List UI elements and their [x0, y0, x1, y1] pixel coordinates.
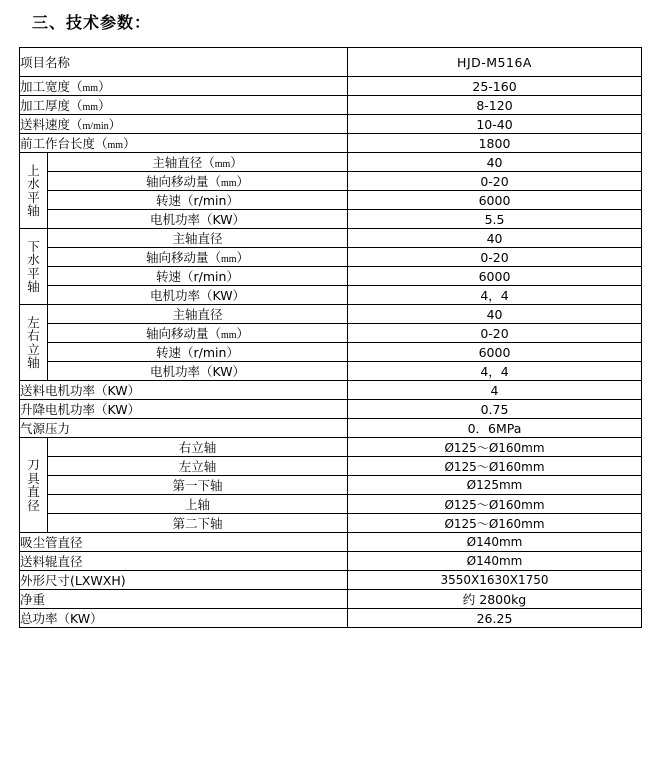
row-value: 0．6MPa	[348, 419, 642, 438]
label-unit: mm	[214, 159, 231, 170]
row-value: 25-160	[348, 77, 642, 96]
label-text: 电机功率（KW）	[149, 288, 246, 303]
table-row	[20, 419, 642, 438]
group-label-lower-horizontal-spindle: 下 水 平 轴	[20, 229, 48, 305]
row-value: 3550X1630X1750	[348, 571, 642, 590]
row-value: Ø125mm	[348, 476, 642, 495]
label-text: 轴向移动量（	[145, 174, 221, 189]
row-label	[48, 210, 348, 229]
label-unit: mm	[107, 140, 124, 151]
row-label: 送料电机功率（KW）	[20, 381, 348, 400]
label-unit: mm	[82, 83, 99, 94]
row-value: 0.75	[348, 400, 642, 419]
row-value: 10-40	[348, 115, 642, 134]
table-row	[20, 400, 642, 419]
row-value: Ø140mm	[348, 552, 642, 571]
row-label	[48, 172, 348, 191]
label-text-end: ）	[230, 155, 243, 170]
table-row	[20, 134, 642, 153]
row-value: 4	[348, 381, 642, 400]
table-row	[20, 590, 642, 609]
table-row	[20, 210, 642, 229]
row-value: 40	[348, 153, 642, 172]
table-row	[20, 229, 642, 248]
row-label	[48, 343, 348, 362]
label-text-end: ）	[98, 98, 111, 113]
header-cell-model: HJD-M516A	[348, 48, 642, 77]
table-row	[20, 267, 642, 286]
row-label: 上轴	[48, 495, 348, 514]
row-value: 0-20	[348, 172, 642, 191]
row-value: 40	[348, 305, 642, 324]
row-value: 26.25	[348, 609, 642, 628]
row-label: 第二下轴	[48, 514, 348, 533]
label-text-end: ）	[98, 79, 111, 94]
label-text: 转速（r/min）	[156, 193, 239, 208]
row-value: 1800	[348, 134, 642, 153]
row-label: 外形尺寸(LXWXH)	[20, 571, 348, 590]
label-unit: mm	[220, 330, 237, 341]
specifications-table	[19, 47, 642, 628]
group-label-upper-horizontal-spindle: 上 水 平 轴	[20, 153, 48, 229]
label-text-end: ）	[236, 174, 250, 189]
label-unit: m/min	[82, 121, 109, 132]
row-label	[48, 267, 348, 286]
label-text: 电机功率（KW）	[149, 364, 246, 379]
row-label: 升降电机功率（KW）	[20, 400, 348, 419]
label-text-end: ）	[123, 136, 136, 151]
label-text: 加工厚度（	[20, 98, 83, 113]
label-text: 加工宽度（	[20, 79, 83, 94]
group-label-left-right-vertical-spindle: 左 右 立 轴	[20, 305, 48, 381]
table-row	[20, 115, 642, 134]
label-text: 主轴直径	[172, 307, 223, 322]
table-row	[20, 438, 642, 457]
row-label: 第一下轴	[48, 476, 348, 495]
page-title: 三、技术参数：	[32, 13, 152, 32]
header-cell-name: 项目名称	[20, 48, 348, 77]
group-label-tool-diameter: 刀 具 直 径	[20, 438, 48, 533]
label-unit: mm	[82, 102, 99, 113]
table-row	[20, 476, 642, 495]
label-unit: mm	[220, 178, 237, 189]
label-text: 轴向移动量（	[145, 326, 221, 341]
table-row	[20, 324, 642, 343]
row-label	[48, 362, 348, 381]
table-row	[20, 248, 642, 267]
row-value: 40	[348, 229, 642, 248]
table-row	[20, 571, 642, 590]
row-value: 6000	[348, 343, 642, 362]
row-value: Ø125～Ø160mm	[348, 438, 642, 457]
row-value: Ø125～Ø160mm	[348, 514, 642, 533]
row-label	[20, 115, 348, 134]
row-value: 6000	[348, 191, 642, 210]
row-value: 5.5	[348, 210, 642, 229]
table-row	[20, 153, 642, 172]
row-label	[20, 77, 348, 96]
label-text: 电机功率（KW）	[149, 212, 246, 227]
row-value: 4，4	[348, 362, 642, 381]
row-label	[48, 229, 348, 248]
label-text: 主轴直径（	[152, 155, 215, 170]
row-value: 0-20	[348, 248, 642, 267]
row-value: 0-20	[348, 324, 642, 343]
table-row	[20, 343, 642, 362]
document-page	[0, 10, 660, 776]
row-label: 净重	[20, 590, 348, 609]
label-text: 主轴直径	[172, 231, 223, 246]
table-row	[20, 533, 642, 552]
label-unit: mm	[220, 254, 237, 265]
table-row	[20, 305, 642, 324]
table-row	[20, 286, 642, 305]
label-text-end: ）	[236, 326, 250, 341]
table-row	[20, 552, 642, 571]
label-text: 转速（r/min）	[156, 345, 239, 360]
table-row	[20, 609, 642, 628]
table-row	[20, 191, 642, 210]
table-header-row	[20, 48, 642, 77]
row-label: 气源压力	[20, 419, 348, 438]
row-label: 送料辊直径	[20, 552, 348, 571]
label-text: 转速（r/min）	[156, 269, 239, 284]
table-row	[20, 457, 642, 476]
row-value: Ø140mm	[348, 533, 642, 552]
table-row	[20, 172, 642, 191]
row-label	[20, 134, 348, 153]
label-text-end: ）	[236, 250, 250, 265]
row-value: Ø125～Ø160mm	[348, 457, 642, 476]
row-label: 吸尘管直径	[20, 533, 348, 552]
table-row	[20, 514, 642, 533]
row-value: 约 2800kg	[348, 590, 642, 609]
row-label	[48, 305, 348, 324]
label-text: 轴向移动量（	[145, 250, 221, 265]
row-label: 左立轴	[48, 457, 348, 476]
row-label: 右立轴	[48, 438, 348, 457]
label-text: 送料速度（	[20, 117, 83, 132]
label-text: 前工作台长度（	[20, 136, 108, 151]
row-label	[48, 191, 348, 210]
table-row	[20, 495, 642, 514]
row-value: 8-120	[348, 96, 642, 115]
table-row	[20, 96, 642, 115]
row-label	[20, 96, 348, 115]
table-row	[20, 362, 642, 381]
label-text-end: ）	[108, 117, 122, 132]
row-value: Ø125～Ø160mm	[348, 495, 642, 514]
row-label	[48, 324, 348, 343]
table-row	[20, 77, 642, 96]
row-label	[48, 248, 348, 267]
row-value: 6000	[348, 267, 642, 286]
row-label	[48, 286, 348, 305]
row-label: 总功率（KW）	[20, 609, 348, 628]
table-row	[20, 381, 642, 400]
row-value: 4，4	[348, 286, 642, 305]
row-label	[48, 153, 348, 172]
